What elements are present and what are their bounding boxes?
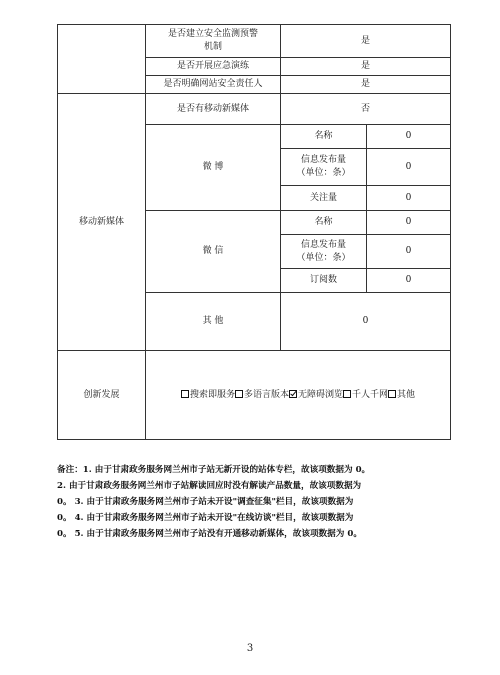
empty-cell [58,25,146,94]
notes [57,462,457,542]
innovation-option[interactable]: 其他 [388,390,415,400]
table-row [58,25,451,58]
row-label-drill: 是否开展应急演练 [146,58,281,76]
innovation-option[interactable]: 千人千网 [343,390,388,400]
note-line: 0。 4. 由于甘肃政务服务网兰州市子站未开设"在线访谈"栏目，故该项数据为 [57,513,354,523]
section-label-innovation: 创新发展 [58,351,146,440]
weibo-posts-label: 信息发布量 （单位：条） [281,149,367,186]
row-value-drill: 是 [281,58,451,76]
weibo-name-label: 名称 [281,125,367,149]
checkbox-icon[interactable] [235,390,243,398]
wechat-label: 微 信 [146,211,281,293]
note-line: 0。 5. 由于甘肃政务服务网兰州市子站没有开通移动新媒体，故该项数据为 0。 [57,529,362,539]
row-label-has-mobile: 是否有移动新媒体 [146,94,281,125]
wechat-subscribers-value: 0 [367,269,451,293]
row-label-responsible: 是否明确网站安全责任人 [146,76,281,94]
row-label-monitoring: 是否建立安全监测预警 机制 [146,25,281,58]
innovation-option[interactable]: 搜索即服务 [181,390,235,400]
weibo-posts-value: 0 [367,149,451,186]
weibo-label: 微 博 [146,125,281,211]
note-line: 备注：1. 由于甘肃政务服务网兰州市子站无新开设的站体专栏，故该项数据为 0。 [57,465,371,475]
checkbox-icon[interactable] [388,390,396,398]
note-line: 2. 由于甘肃政务服务网兰州市子站解读回应时没有解读产品数量，故该项数据为 [57,481,362,491]
wechat-posts-value: 0 [367,235,451,269]
row-value-has-mobile: 否 [281,94,451,125]
checkbox-checked-icon[interactable] [289,390,297,398]
table-row [58,94,451,125]
table-row [58,351,451,440]
report-table [57,24,451,440]
other-value: 0 [281,293,451,351]
innovation-options [146,351,451,440]
checkbox-icon[interactable] [343,390,351,398]
weibo-name-value: 0 [367,125,451,149]
note-line: 0。 3. 由于甘肃政务服务网兰州市子站未开设"调查征集"栏目，故该项数据为 [57,497,354,507]
checkbox-icon[interactable] [181,390,189,398]
page-number: 3 [246,643,254,654]
wechat-name-value: 0 [367,211,451,235]
innovation-option[interactable]: 多语言版本 [235,390,289,400]
section-label-mobile: 移动新媒体 [58,94,146,351]
innovation-option[interactable]: 无障碍浏览 [289,390,343,400]
row-value-responsible: 是 [281,76,451,94]
weibo-followers-label: 关注量 [281,186,367,211]
row-value-monitoring: 是 [281,25,451,58]
wechat-subscribers-label: 订阅数 [281,269,367,293]
wechat-posts-label: 信息发布量 （单位：条） [281,235,367,269]
wechat-name-label: 名称 [281,211,367,235]
weibo-followers-value: 0 [367,186,451,211]
other-label: 其 他 [146,293,281,351]
